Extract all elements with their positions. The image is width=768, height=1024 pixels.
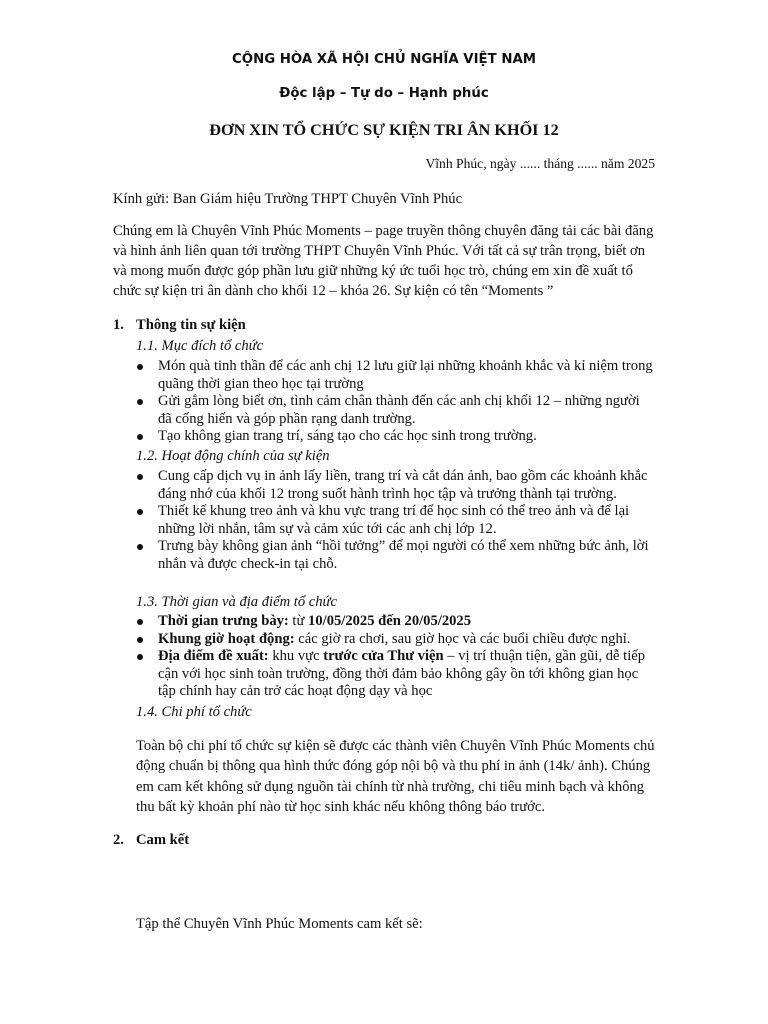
display-time-value: 10/05/2025 đến 20/05/2025 bbox=[308, 613, 472, 629]
motto: Độc lập – Tự do – Hạnh phúc bbox=[279, 86, 489, 101]
list-item: Tạo không gian trang trí, sáng tạo cho các học sinh trong trường. bbox=[136, 428, 656, 446]
venue-place: trước cửa Thư viện bbox=[323, 648, 444, 664]
schedule-list bbox=[136, 613, 656, 701]
list-item: Trưng bày không gian ảnh “hồi tưởng” để mọi người có thể xem những bức ảnh, lời nhắn và được check-in tại chỗ. bbox=[136, 538, 656, 573]
list-item: Thiết kế khung treo ảnh và khu vực trang trí để học sinh có thể treo ảnh và để lại những lời nhắn, tâm sự và cảm xúc tới các anh chị lớp 12. bbox=[136, 503, 656, 538]
cost-paragraph: Toàn bộ chi phí tổ chức sự kiện sẽ được các thành viên Chuyên Vĩnh Phúc Moments chủ động chuẩn bị thông qua hình thức đóng góp nội bộ và thu phí in ảnh (14k/ ảnh). Chúng em cam kết không sử dụng nguồn tài chính từ nhà trường, chi tiêu minh bạch và không thu bất kỳ khoản phí nào từ học sinh khác nếu không thông báo trước. bbox=[136, 738, 655, 815]
section-1-heading bbox=[113, 317, 246, 334]
activities-list bbox=[136, 468, 656, 573]
recipient-line: Kính gửi: Ban Giám hiệu Trường THPT Chuyên Vĩnh Phúc bbox=[113, 191, 463, 207]
subsection-1-3-title: 1.3. Thời gian và địa điểm tổ chức bbox=[136, 594, 337, 610]
date-line: Vĩnh Phúc, ngày ...... tháng ...... năm 2025 bbox=[425, 156, 655, 171]
national-header: CỘNG HÒA XÃ HỘI CHỦ NGHĨA VIỆT NAM bbox=[232, 52, 536, 67]
venue-pre: khu vực bbox=[268, 648, 324, 664]
display-time-pre: từ bbox=[288, 613, 309, 629]
subsection-1-2-title: 1.2. Hoạt động chính của sự kiện bbox=[136, 448, 330, 464]
section-2-title: Cam kết bbox=[136, 832, 190, 848]
list-item: Gửi gắm lòng biết ơn, tình cảm chân thành đến các anh chị khối 12 – những người đã cống hiến và góp phần rạng danh trường. bbox=[136, 393, 656, 428]
venue-text: – vị trí thuận tiện, gần gũi, dễ tiếp cận với học sinh toàn trường, đồng thời đảm bảo không gây ồn tới không gian học tập chính hay cản trở các hoạt động dạy và học bbox=[158, 648, 646, 699]
list-item bbox=[136, 613, 656, 631]
list-item: Cung cấp dịch vụ in ảnh lấy liền, trang trí và cắt dán ảnh, bao gồm các khoảnh khắc đáng nhớ của khối 12 trong suốt hành trình học tập và trưởng thành tại trường. bbox=[136, 468, 656, 503]
subsection-1-4-title: 1.4. Chi phí tổ chức bbox=[136, 704, 252, 720]
list-item bbox=[136, 631, 656, 649]
hours-label: Khung giờ hoạt động: bbox=[158, 630, 295, 647]
section-1-title: Thông tin sự kiện bbox=[136, 317, 246, 333]
intro-paragraph: Chúng em là Chuyên Vĩnh Phúc Moments – page truyền thông chuyên đăng tải các bài đăng và hình ảnh liên quan tới trường THPT Chuyên Vĩnh Phúc. Với tất cả sự trân trọng, biết ơn và mong muốn được góp phần lưu giữ những ký ức tuổi học trò, chúng em xin đề xuất tổ chức sự kiện tri ân dành cho khối 12 – khóa 26. Sự kiện có tên “Moments ” bbox=[113, 223, 654, 299]
commitment-text: Tập thể Chuyên Vĩnh Phúc Moments cam kết sẽ: bbox=[136, 916, 423, 932]
purpose-list bbox=[136, 358, 656, 446]
list-item: Món quà tinh thần để các anh chị 12 lưu giữ lại những khoảnh khắc và kỉ niệm trong quãng thời gian theo học tại trường bbox=[136, 358, 656, 393]
venue-label: Địa điểm đề xuất: bbox=[158, 648, 269, 664]
section-2-number: 2. bbox=[113, 832, 124, 848]
section-1-number: 1. bbox=[113, 317, 124, 333]
subsection-1-1-title: 1.1. Mục đích tổ chức bbox=[136, 338, 264, 354]
section-2-heading bbox=[113, 832, 189, 849]
document-title: ĐƠN XIN TỔ CHỨC SỰ KIỆN TRI ÂN KHỐI 12 bbox=[209, 121, 559, 139]
hours-text: các giờ ra chơi, sau giờ học và các buổi chiều được nghỉ. bbox=[294, 630, 631, 647]
display-time-label: Thời gian trưng bày: bbox=[158, 613, 289, 629]
list-item bbox=[136, 648, 656, 701]
